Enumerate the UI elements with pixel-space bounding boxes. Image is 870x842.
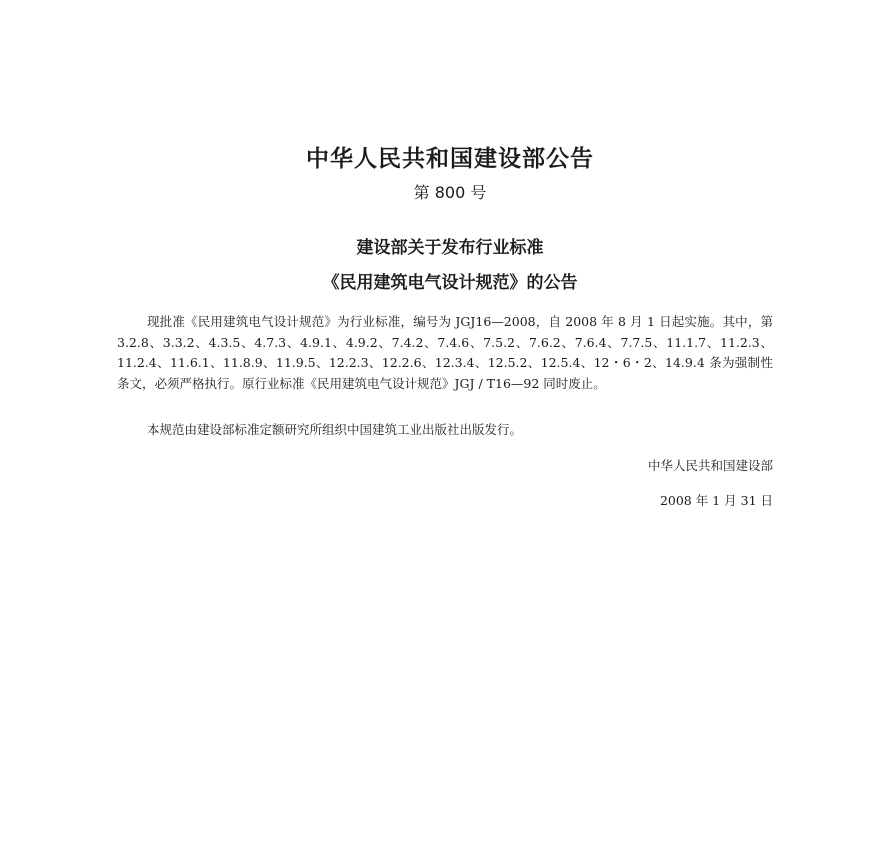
body-paragraph-2: 本规范由建设部标准定额研究所组织中国建筑工业出版社出版发行。 [147, 422, 523, 437]
signer: 中华人民共和国建设部 [647, 458, 773, 473]
subtitle-line-2: 《民用建筑电气设计规范》的公告 [322, 273, 578, 293]
body-paragraph-1: 现批准《民用建筑电气设计规范》为行业标准，编号为 JGJ16—2008，自 2008 年 8 月 1 日起实施。其中，第 3.2.8、3.3.2、4.3.5、4.7.3、4.9.1、4.9.2、7.4.2、7.4.6、7.5.2、7.6.2、7.6.4、7.7.5、11.1.7、11.2.3、11.2.4、11.6.1、11.8.9、11.9.5、12.2.3、12.2.6、12.3.4、12.5.2、12.5.4、12・6・2、14.9.4 条为强制性条文，必须严格执行。原行业标准《民用建筑电气设计规范》JGJ / T16—92 同时废止。 [117, 314, 773, 391]
announcement-number: 第 800 号 [413, 183, 487, 202]
issue-date: 2008 年 1 月 31 日 [659, 493, 773, 508]
page-title: 中华人民共和国建设部公告 [306, 146, 594, 172]
subtitle-line-1: 建设部关于发布行业标准 [356, 238, 544, 258]
